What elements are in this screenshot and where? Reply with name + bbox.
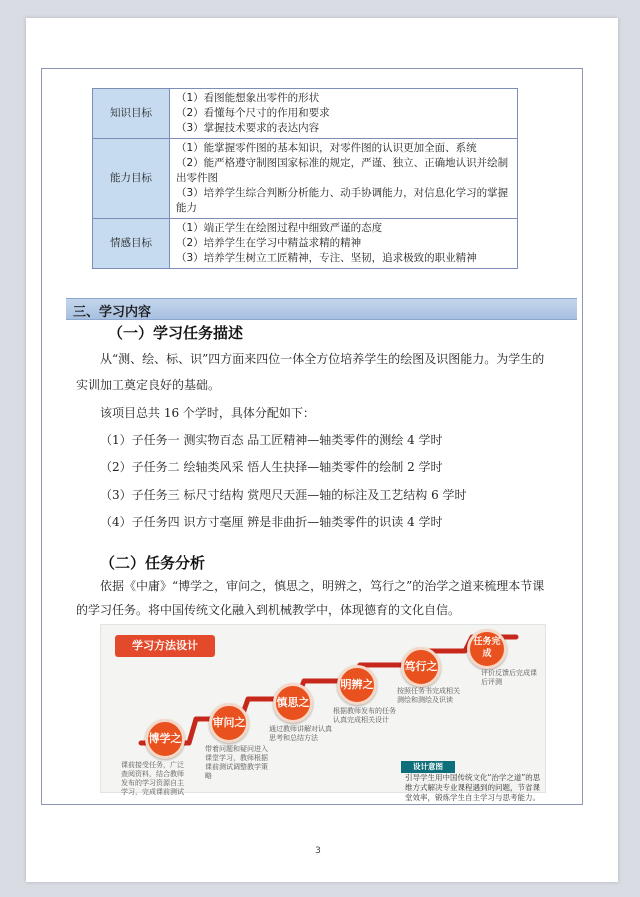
task-analysis-heading: （二）任务分析 bbox=[100, 554, 206, 572]
goal-content bbox=[170, 219, 518, 269]
step-circle-6: 任务完成 bbox=[467, 629, 507, 669]
task-desc-heading: （一）学习任务描述 bbox=[108, 324, 244, 342]
task-item: （3）子任务三 标尺寸结构 赏咫尺天涯—轴的标注及工艺结构 6 学时 bbox=[100, 488, 467, 502]
section-header-bar bbox=[66, 298, 577, 320]
task-item: （1）子任务一 测实物百态 品工匠精神—轴类零件的测绘 4 学时 bbox=[100, 433, 443, 447]
design-intent-text: 引导学生用中国传统文化“治学之道”的思维方式解决专业课程遇到的问题，节省课堂效率，锻炼学生自主学习与思考能力。 bbox=[405, 773, 541, 802]
step-circle-4: 明辨之 bbox=[337, 665, 377, 705]
step-circle-1: 博学之 bbox=[145, 719, 185, 759]
step-note: 按照任务书完成相关测绘和测绘及识读 bbox=[397, 687, 460, 704]
section-title: 三、学习内容 bbox=[73, 305, 152, 320]
step-note: 评价反馈后完成课后评测 bbox=[481, 669, 537, 686]
step-circle-3: 慎思之 bbox=[273, 683, 313, 723]
goal-row-emotion bbox=[93, 219, 518, 269]
task-analysis-para: 依据《中庸》“博学之，审问之，慎思之，明辨之，笃行之”的治学之道来梳理本节课 bbox=[100, 579, 545, 593]
goal-line: （2）培养学生在学习中精益求精的精神 bbox=[176, 237, 362, 249]
goal-label: 情感目标 bbox=[93, 219, 170, 269]
task-analysis-para: 的学习任务。将中国传统文化融入到机械教学中，体现德育的文化自信。 bbox=[76, 603, 461, 617]
goal-line: 能力 bbox=[176, 202, 197, 214]
step-circle-2: 审问之 bbox=[209, 703, 249, 743]
goal-content bbox=[170, 139, 518, 219]
goal-row-knowledge bbox=[93, 89, 518, 139]
goals-table bbox=[92, 88, 518, 269]
goal-line: （3）培养学生树立工匠精神，专注、坚韧，追求极致的职业精神 bbox=[176, 252, 477, 264]
goal-line: （1）端正学生在绘图过程中细致严谨的态度 bbox=[176, 222, 383, 234]
task-desc-para: 从“测、绘、标、识”四方面来四位一体全方位培养学生的绘图及识图能力。为学生的 bbox=[100, 352, 545, 366]
goal-line: 出零件图 bbox=[176, 172, 218, 184]
goal-label: 知识目标 bbox=[93, 89, 170, 139]
step-circle-5: 笃行之 bbox=[401, 647, 441, 687]
task-item: （4）子任务四 识方寸毫厘 辨是非曲折—轴类零件的识读 4 学时 bbox=[100, 515, 443, 529]
method-badge: 学习方法设计 bbox=[115, 635, 215, 657]
goal-line: （2）看懂每个尺寸的作用和要求 bbox=[176, 107, 330, 119]
goal-row-ability bbox=[93, 139, 518, 219]
goal-line: （3）掌握技术要求的表达内容 bbox=[176, 122, 320, 134]
goal-content bbox=[170, 89, 518, 139]
page-number: 3 bbox=[315, 846, 321, 856]
goal-line: （1）看图能想象出零件的形状 bbox=[176, 92, 320, 104]
step-note: 根据教师发布的任务认真完成相关设计 bbox=[333, 707, 396, 724]
goal-line: （2）能严格遵守制图国家标准的规定，严谨、独立、正确地认识并绘制 bbox=[176, 157, 509, 169]
learning-method-diagram bbox=[100, 624, 546, 802]
step-note: 课前接受任务，广泛查阅资料，结合教师发布的学习资源自主学习，完成课前测试 bbox=[121, 761, 184, 796]
design-intent-tag: 设计意图 bbox=[401, 761, 455, 773]
goal-line: （1）能掌握零件图的基本知识，对零件图的认识更加全面、系统 bbox=[176, 142, 477, 154]
task-desc-para: 实训加工奠定良好的基础。 bbox=[76, 378, 221, 392]
task-desc-para: 该项目总共 16 个学时，具体分配如下： bbox=[100, 406, 315, 420]
step-note: 带着问题和疑问进入课堂学习，教师根据课前测试调整教学策略 bbox=[205, 745, 268, 780]
goal-line: （3）培养学生综合判断分析能力、动手协调能力，对信息化学习的掌握 bbox=[176, 187, 509, 199]
task-item: （2）子任务二 绘轴类风采 悟人生抉择—轴类零件的绘制 2 学时 bbox=[100, 460, 443, 474]
goal-label: 能力目标 bbox=[93, 139, 170, 219]
step-note: 通过教师讲解对认真思考和总结方法 bbox=[269, 725, 332, 742]
